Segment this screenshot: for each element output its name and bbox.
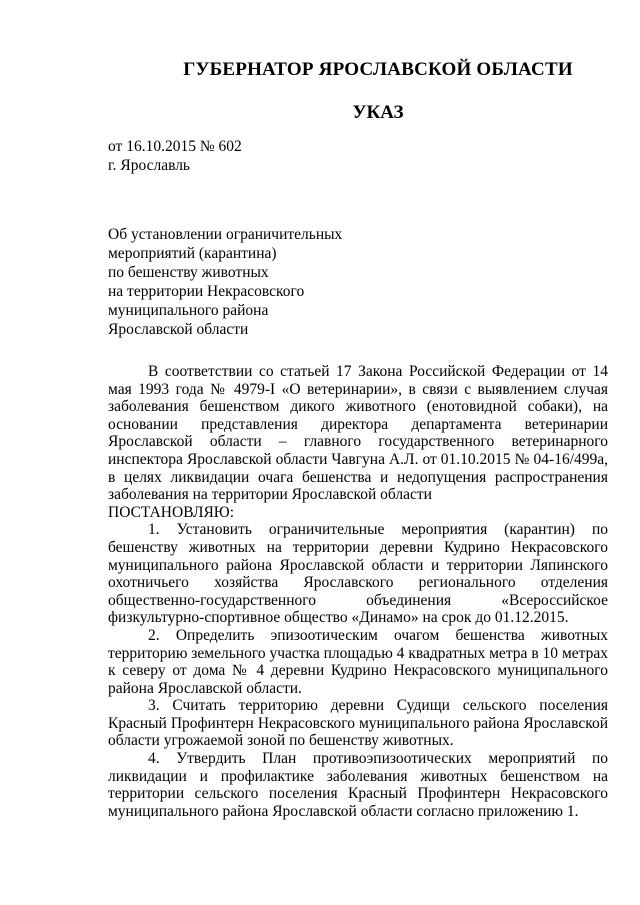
preamble-paragraph: В соответствии со статьей 17 Закона Российской Федерации от 14 мая 1993 года № 4979-I «О ветеринарии», в связи с выявлением случая заболевания бешенством дикого животного (енотовидной собаки), на основании представления директора департамента ветеринарии Ярославской области – главного государственного ветеринарного инспектора Ярославской области Чавгуна А.Л. от 01.10.2015 № 04-16/499а, в целях ликвидации очага бешенства и недопущения распространения заболевания на территории Ярославской области [108,363,608,504]
document-subject [108,225,342,339]
subject-line: муниципального района [108,302,269,319]
resolve-heading: ПОСТАНОВЛЯЮ: [108,503,235,521]
document-city: г. Ярославль [108,157,190,174]
subject-line: Об установлении ограничительных [108,226,343,243]
subject-line: по бешенству животных [108,264,269,281]
subject-line: на территории Некрасовского [108,283,305,300]
subject-line: Ярославской области [108,321,249,338]
decree-item-4: 4. Утвердить План противоэпизоотических мероприятий по ликвидации и профилактике заболевания животных бешенством на территории сельского поселения Красный Профинтерн Некрасовского муниципального района Ярославской области согласно приложению 1. [108,750,608,820]
document-type: УКАЗ [352,102,404,123]
decree-item-3: 3. Считать территорию деревни Судищи сельского поселения Красный Профинтерн Некрасовского муниципального района Ярославской области угрожаемой зоной по бешенству животных. [108,697,608,750]
document-meta [108,137,242,175]
document-authority: ГУБЕРНАТОР ЯРОСЛАВСКОЙ ОБЛАСТИ [183,59,573,80]
decree-item-2: 2. Определить эпизоотическим очагом бешенства животных территорию земельного участка площадью 4 квадратных метра в 10 метрах к северу от дома № 4 деревни Кудрино Некрасовского муниципального района Ярославской области. [108,626,608,697]
subject-line: мероприятий (карантина) [108,245,277,262]
document-body [108,363,608,820]
decree-item-1: 1. Установить ограничительные мероприятия (карантин) по бешенству животных на территории деревни Кудрино Некрасовского муниципального района Ярославской области и территории Ляпинского охотничьего хозяйства Ярославского регионального отделения общественно-государственного объединения «Всероссийское физкультурно-спортивное общество «Динамо» на срок до 01.12.2015. [108,521,608,627]
document-date-number: от 16.10.2015 № 602 [108,138,242,155]
